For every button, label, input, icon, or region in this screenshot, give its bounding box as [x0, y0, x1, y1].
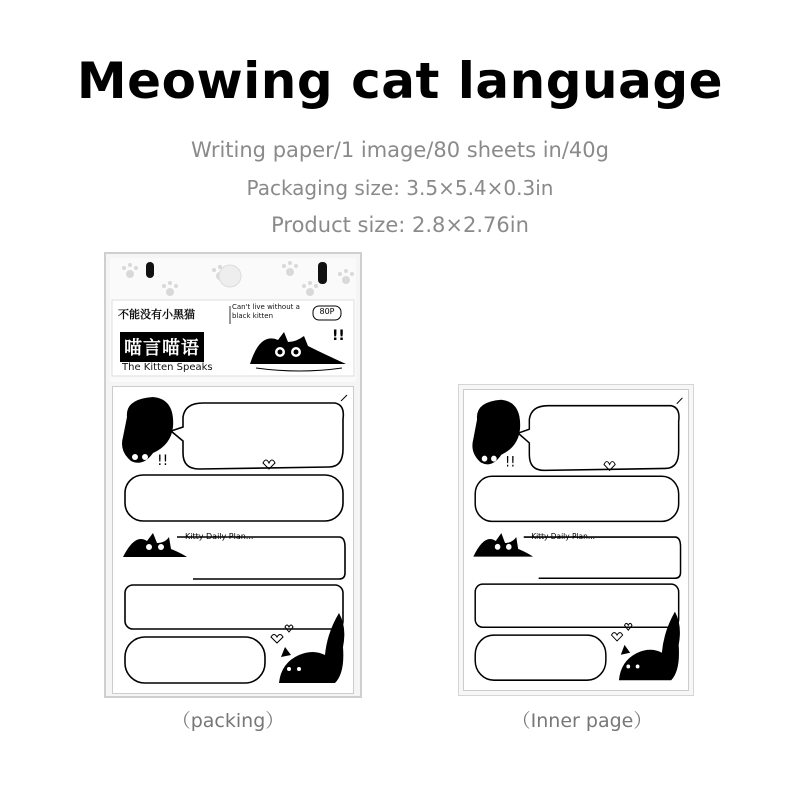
spec-product-size: Product size: 2.8×2.76in: [271, 213, 529, 237]
plan-label: Kitty Daily Plan...: [185, 532, 254, 541]
packing-image: [104, 252, 362, 698]
spec-packaging-size: Packaging size: 3.5×5.4×0.3in: [246, 176, 554, 200]
svg-text:!!: !!: [157, 453, 169, 469]
package-window: [112, 386, 354, 694]
notepad-art: [113, 387, 353, 693]
cat-icon: [472, 400, 520, 471]
page-title: Meowing cat language: [76, 52, 724, 110]
svg-text:!!: !!: [505, 455, 516, 471]
package-badge: 80P: [319, 307, 335, 316]
plan-label: Kitty Daily Plan...: [531, 531, 595, 542]
package-chinese-title: 不能没有小黑猫: [118, 308, 195, 321]
inner-page-sheet: [463, 389, 689, 691]
package-header: [110, 258, 356, 382]
inner-page-caption: （Inner page）: [511, 710, 653, 732]
inner-page-image: [458, 384, 694, 696]
hang-hole: [219, 265, 241, 287]
spec-paper: Writing paper/1 image/80 sheets in/40g: [191, 138, 609, 162]
cat-icon: [279, 613, 344, 683]
cat-paw-icon: [146, 262, 154, 278]
package-subtitle: The Kitten Speaks: [122, 362, 213, 373]
package-english-title: Can't live without a black kitten: [232, 303, 300, 320]
inner-page-art: [464, 390, 688, 690]
packing-caption: （packing）: [171, 710, 285, 732]
cat-icon: [122, 397, 173, 469]
package-big-title: 喵言喵语: [120, 332, 204, 362]
cat-paw-icon: [318, 262, 327, 284]
svg-text:!!: !!: [332, 328, 345, 344]
cat-icon: [619, 612, 680, 681]
